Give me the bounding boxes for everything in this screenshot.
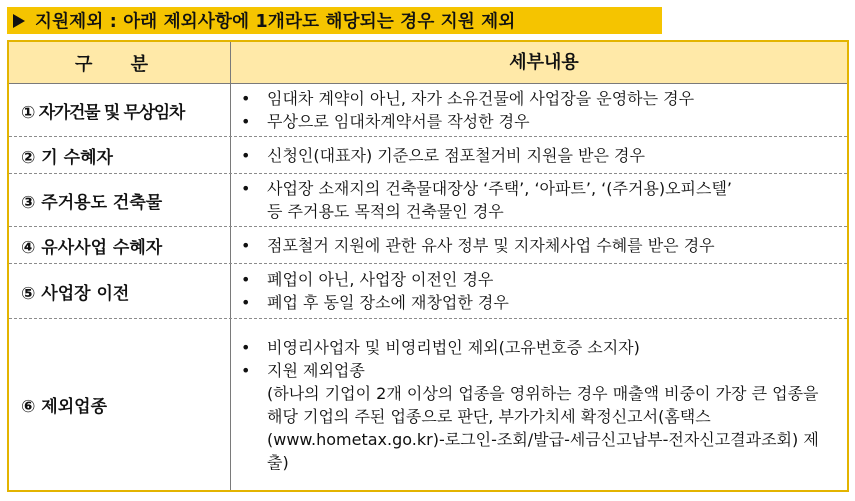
- header-details: 세부내용: [509, 52, 579, 73]
- list-item: [241, 110, 847, 133]
- item-text: 임대차 계약이 아닌, 자가 소유건물에 사업장을 운영하는 경우: [267, 89, 695, 108]
- item-text: 점포철거 지원에 관한 유사 정부 및 지자체사업 수혜를 받은 경우: [267, 235, 715, 255]
- row-details: [231, 174, 847, 226]
- bullet-icon: •: [241, 270, 251, 289]
- bullet-icon: •: [241, 89, 251, 108]
- table-row: [9, 227, 847, 264]
- item-text: 사업장 소재지의 건축물대장상 ‘주택’, ‘아파트’, ‘(주거용)오피스텔’: [267, 179, 733, 198]
- list-item: [241, 268, 847, 291]
- row-details: [231, 264, 847, 318]
- row-label: ⑤ 사업장 이전: [9, 264, 231, 318]
- item-text: 무상으로 임대차계약서를 작성한 경우: [267, 112, 530, 131]
- bullet-icon: •: [241, 145, 251, 165]
- row-label: ③ 주거용도 건축물: [9, 174, 231, 226]
- row-label: ④ 유사사업 수혜자: [9, 227, 231, 263]
- list-item: [241, 144, 847, 167]
- table-row: [9, 137, 847, 174]
- table-row: [9, 319, 847, 490]
- row-details: [231, 227, 847, 263]
- list-item: [241, 291, 847, 314]
- row-label: ⑥ 제외업종: [9, 319, 231, 490]
- bullet-icon: •: [241, 235, 251, 255]
- bullet-icon: •: [241, 179, 251, 198]
- row-label: ② 기 수혜자: [9, 137, 231, 173]
- item-note: (하나의 기업이 2개 이상의 업종을 영위하는 경우 매출액 비중이 가장 큰 업종을 해당 기업의 주된 업종으로 판단, 부가가치세 확정신고서(홈택스(www.hometax.go.kr)-로그인-조회/발급-세금신고납부-전자신고결과조회) 제출): [267, 383, 819, 472]
- bullet-icon: •: [241, 112, 251, 131]
- item-text: 폐업이 아닌, 사업장 이전인 경우: [267, 270, 494, 289]
- exclusion-table: [7, 40, 849, 492]
- list-item: [241, 336, 847, 359]
- header-category: 구 분: [9, 42, 231, 83]
- row-details: [231, 84, 847, 136]
- item-text: 신청인(대표자) 기준으로 점포철거비 지원을 받은 경우: [267, 145, 645, 165]
- table-row: [9, 174, 847, 227]
- table-header-row: [9, 42, 847, 84]
- item-text: 지원 제외업종: [267, 360, 365, 380]
- triangle-right-icon: [13, 14, 25, 28]
- row-label: ① 자가건물 및 무상임차: [9, 84, 231, 136]
- table-row: [9, 84, 847, 137]
- row-details: [231, 137, 847, 173]
- list-item: [241, 234, 847, 257]
- item-text: 폐업 후 동일 장소에 재창업한 경우: [267, 293, 509, 312]
- item-continuation: 등 주거용도 목적의 건축물인 경우: [267, 202, 504, 221]
- row-details: [231, 319, 847, 490]
- item-text: 비영리사업자 및 비영리법인 제외(고유번호증 소지자): [267, 337, 640, 357]
- table-row: [9, 264, 847, 319]
- list-item: [241, 177, 847, 200]
- section-title-bar: [7, 7, 662, 34]
- list-item: [241, 359, 847, 382]
- bullet-icon: •: [241, 293, 251, 312]
- bullet-icon: •: [241, 360, 251, 380]
- section-title: 지원제외 : 아래 제외사항에 1개라도 해당되는 경우 지원 제외: [35, 12, 516, 32]
- bullet-icon: •: [241, 337, 251, 357]
- list-item: [241, 87, 847, 110]
